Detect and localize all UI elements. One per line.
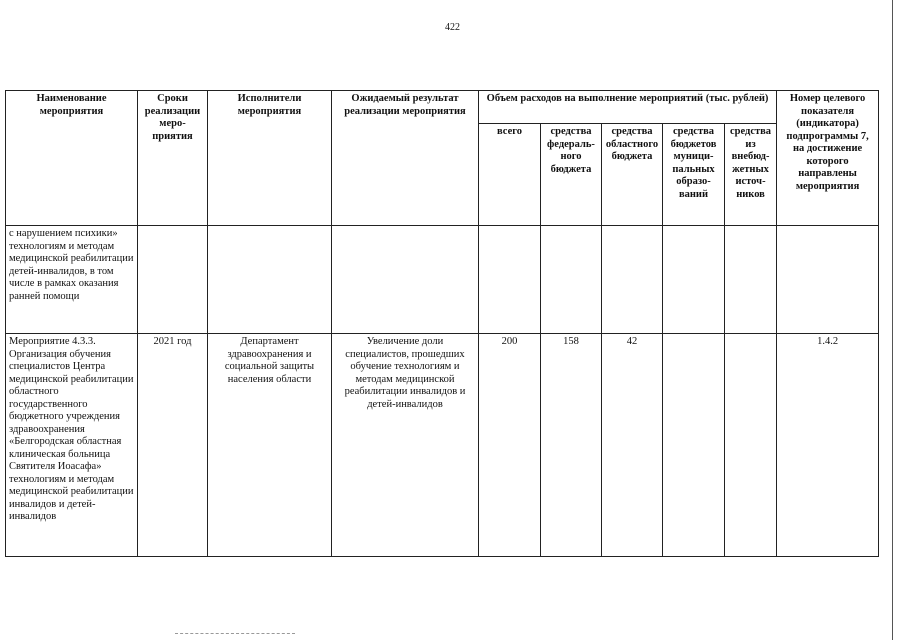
cell-budget-extrabudget <box>725 226 777 334</box>
cell-indicator <box>777 226 879 334</box>
cell-budget-municipal <box>663 226 725 334</box>
cell-budget-extrabudget <box>725 334 777 557</box>
header-budget-federal: средства федераль- ного бюджета <box>541 124 602 226</box>
cell-budget-total <box>479 226 541 334</box>
table-row <box>6 226 879 334</box>
cell-budget-federal <box>541 226 602 334</box>
cell-name: Мероприятие 4.3.3. Организация обучения специалистов Центра медицинской реабилитации областного государственного бюджетного учреждения здравоохранения «Белгородская областная клиническая больница Святителя Иоасафа» технологиям и методам медицинской реабилитации инвалидов и детей-инвалидов <box>6 334 138 557</box>
cell-budget-total: 200 <box>479 334 541 557</box>
header-name: Наименование мероприятия <box>6 91 138 226</box>
table-row <box>6 334 879 557</box>
cell-term: 2021 год <box>138 334 208 557</box>
scan-edge-line <box>892 0 893 640</box>
cell-name: с нарушением психики» технологиям и методам медицинской реабилитации детей-инвалидов, в том числе в рамках оказания ранней помощи <box>6 226 138 334</box>
cell-budget-federal: 158 <box>541 334 602 557</box>
header-budget-regional: средства областного бюджета <box>602 124 663 226</box>
header-result: Ожидаемый результат реализации мероприятия <box>332 91 479 226</box>
header-budget-municipal: средства бюджетов муници- пальных образо- ваний <box>663 124 725 226</box>
header-executors: Исполнители мероприятия <box>208 91 332 226</box>
cell-result: Увеличение доли специалистов, прошедших обучение технологиям и методам медицинской реабилитации инвалидов и детей-инвалидов <box>332 334 479 557</box>
cell-term <box>138 226 208 334</box>
header-budget-group: Объем расходов на выполнение мероприятий (тыс. рублей) <box>479 91 777 124</box>
cell-budget-regional <box>602 226 663 334</box>
header-budget-extrabudget: средства из внебюд- жетных источ- ников <box>725 124 777 226</box>
cell-indicator: 1.4.2 <box>777 334 879 557</box>
header-indicator: Номер целевого показателя (индикатора) подпрограммы 7, на достижение которого направлены мероприятия <box>777 91 879 226</box>
header-term <box>138 91 208 226</box>
cell-executors <box>208 226 332 334</box>
cell-result <box>332 226 479 334</box>
scan-artifact <box>175 633 295 636</box>
cell-budget-municipal <box>663 334 725 557</box>
cell-executors: Департамент здравоохранения и социальной защиты населения области <box>208 334 332 557</box>
cell-budget-regional: 42 <box>602 334 663 557</box>
activities-table <box>5 90 879 557</box>
header-budget-total: всего <box>479 124 541 226</box>
page-number: 422 <box>445 22 460 33</box>
header-term-label: Сроки реализации <box>144 93 201 117</box>
header-term-sub: меро- приятия <box>152 118 193 142</box>
